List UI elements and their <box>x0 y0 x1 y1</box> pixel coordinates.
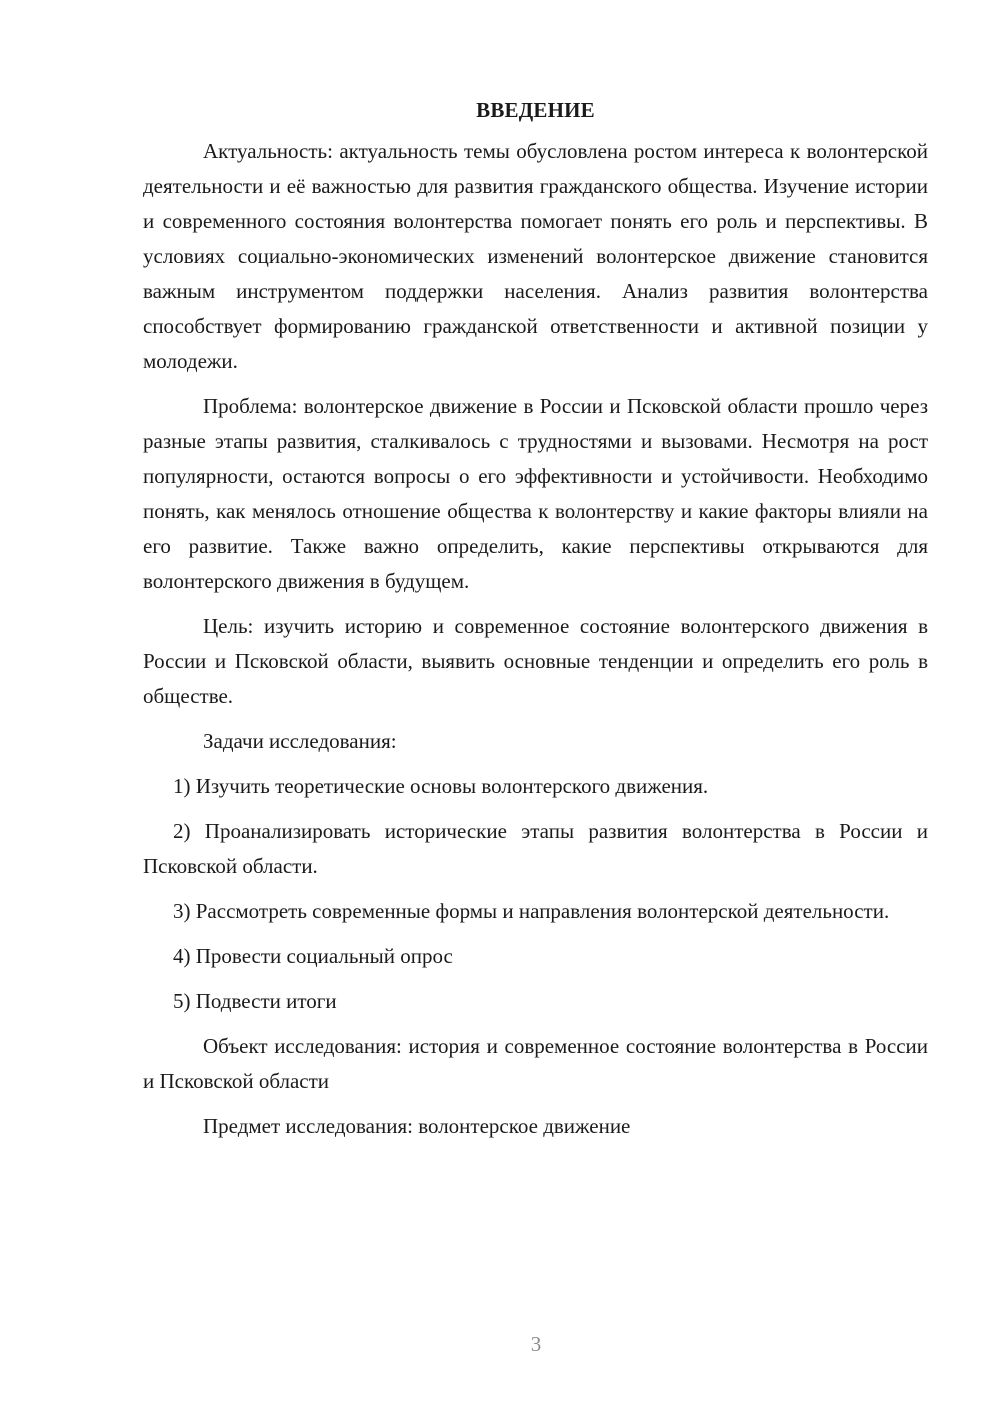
paragraph-goal: Цель: изучить историю и современное состояние волонтерского движения в России и Псковской области, выявить основные тенденции и определить его роль в обществе. <box>143 614 928 708</box>
task-item-2: 2) Проанализировать исторические этапы развития волонтерства в России и Псковской области. <box>143 819 928 878</box>
task-item-3: 3) Рассмотреть современные формы и направления волонтерской деятельности. <box>173 899 890 923</box>
task-item-1: 1) Изучить теоретические основы волонтерского движения. <box>173 774 709 798</box>
paragraph-relevance: Актуальность: актуальность темы обусловлена ростом интереса к волонтерской деятельности и её важностью для развития гражданского общества. Изучение истории и современного состояния волонтерства помогает понять его роль и перспективы. В условиях социально-экономических изменений волонтерское движение становится важным инструментом поддержки населения. Анализ развития волонтерства способствует формированию гражданской ответственности и активной позиции у молодежи. <box>143 139 928 373</box>
paragraph-object: Объект исследования: история и современное состояние волонтерства в России и Псковской области <box>143 1034 928 1093</box>
tasks-heading: Задачи исследования: <box>203 729 397 753</box>
paragraph-subject: Предмет исследования: волонтерское движение <box>203 1114 631 1138</box>
page-number: 3 <box>530 1332 542 1356</box>
tasks-list <box>143 769 928 1019</box>
task-item-4: 4) Провести социальный опрос <box>173 944 453 968</box>
task-item-5: 5) Подвести итоги <box>173 989 337 1013</box>
document-page <box>143 95 928 1154</box>
section-heading: ВВЕДЕНИЕ <box>476 98 595 122</box>
paragraph-problem: Проблема: волонтерское движение в России и Псковской области прошло через разные этапы развития, сталкивалось с трудностями и вызовами. Несмотря на рост популярности, остаются вопросы о его эффективности и устойчивости. Необходимо понять, как менялось отношение общества к волонтерству и какие факторы влияли на его развитие. Также важно определить, какие перспективы открываются для волонтерского движения в будущем. <box>143 394 928 593</box>
